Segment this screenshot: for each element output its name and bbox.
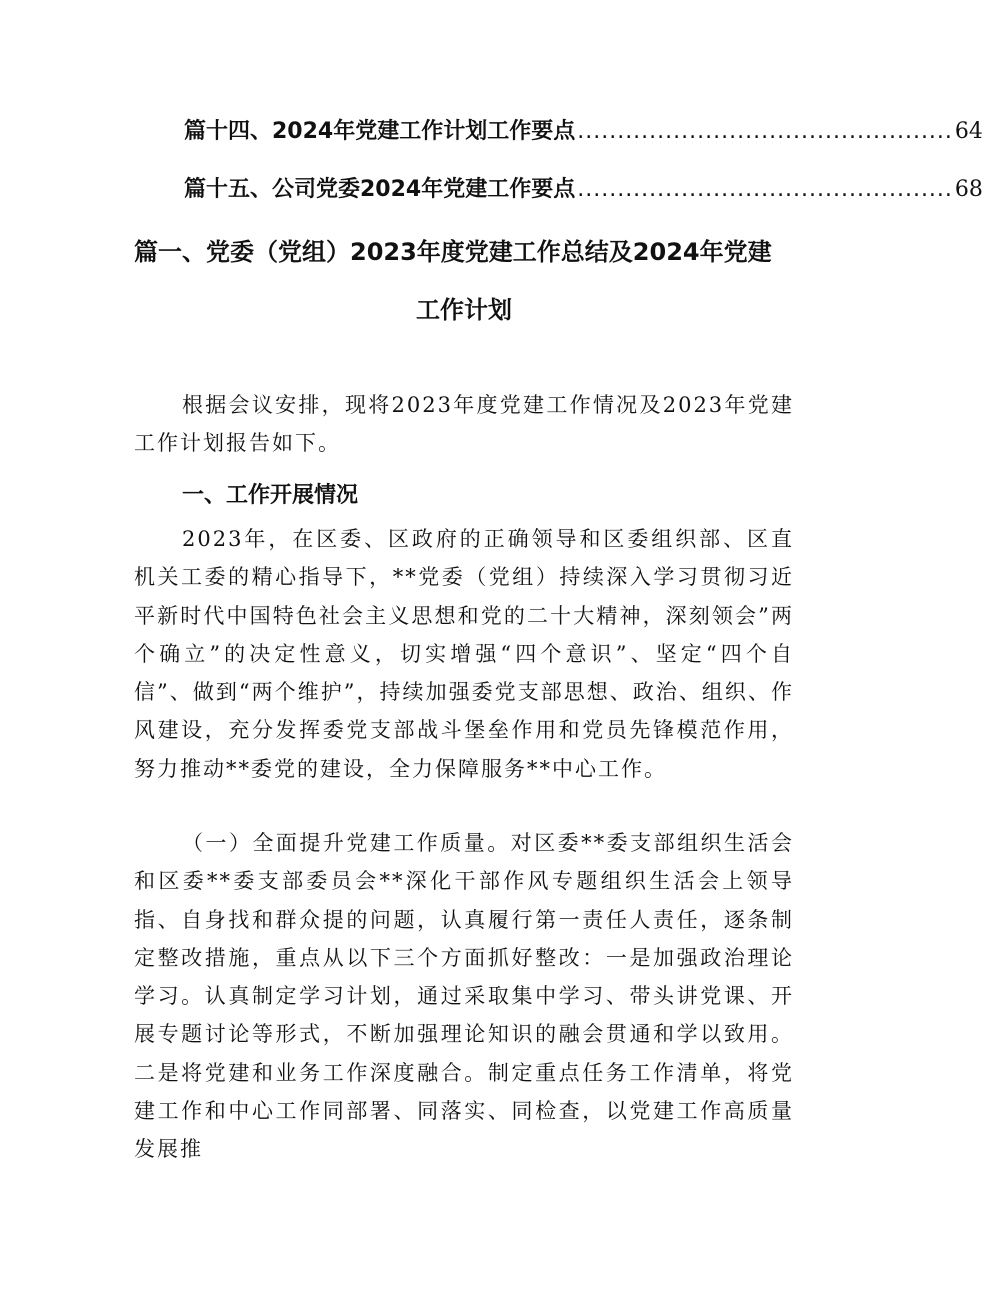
article-title-line2: 工作计划 <box>416 296 512 324</box>
body-paragraph: （一）全面提升党建工作质量。对区委**委支部组织生活会和区委**委支部委员会**深化干部作风专题组织生活会上领导指、自身找和群众提的问题，认真履行第一责任人责任，逐条制定整改措施，重点从以下三个方面抓好整改：一是加强政治理论学习。认真制定学习计划，通过采取集中学习、带头讲党课、开展专题讨论等形式，不断加强理论知识的融会贯通和学以致用。二是将党建和业务工作深度融合。制定重点任务工作清单，将党建工作和中心工作同部署、同落实、同检查，以党建工作高质量发展推 <box>134 831 794 1162</box>
toc-leader-dots: ............................................... <box>577 177 953 202</box>
toc-item-label: 篇十五、公司党委2024年党建工作要点 <box>184 177 576 202</box>
article-title-line1: 篇一、党委（党组）2023年度党建工作总结及2024年党建 <box>134 238 772 266</box>
toc-page-number: 68 <box>954 177 983 202</box>
toc-item[interactable] <box>184 172 983 203</box>
toc-leader-dots: ............................................... <box>577 119 953 144</box>
toc-item-label: 篇十四、2024年党建工作计划工作要点 <box>184 119 576 144</box>
body-paragraph: 2023年，在区委、区政府的正确领导和区委组织部、区直机关工委的精心指导下，**党委（党组）持续深入学习贯彻习近平新时代中国特色社会主义思想和党的二十大精神，深刻领会”两个确立”的决定性意义，切实增强“四个意识”、坚定“四个自信”、做到“两个维护”，持续加强委党支部思想、政治、组织、作风建设，充分发挥委党支部战斗堡垒作用和党员先锋模范作用，努力推动**委党的建设，全力保障服务**中心工作。 <box>134 527 794 781</box>
section-heading: 一、工作开展情况 <box>182 483 359 508</box>
toc-page-number: 64 <box>954 119 983 144</box>
toc-item[interactable] <box>184 114 983 145</box>
intro-paragraph: 根据会议安排，现将2023年度党建工作情况及2023年党建工作计划报告如下。 <box>134 393 794 456</box>
